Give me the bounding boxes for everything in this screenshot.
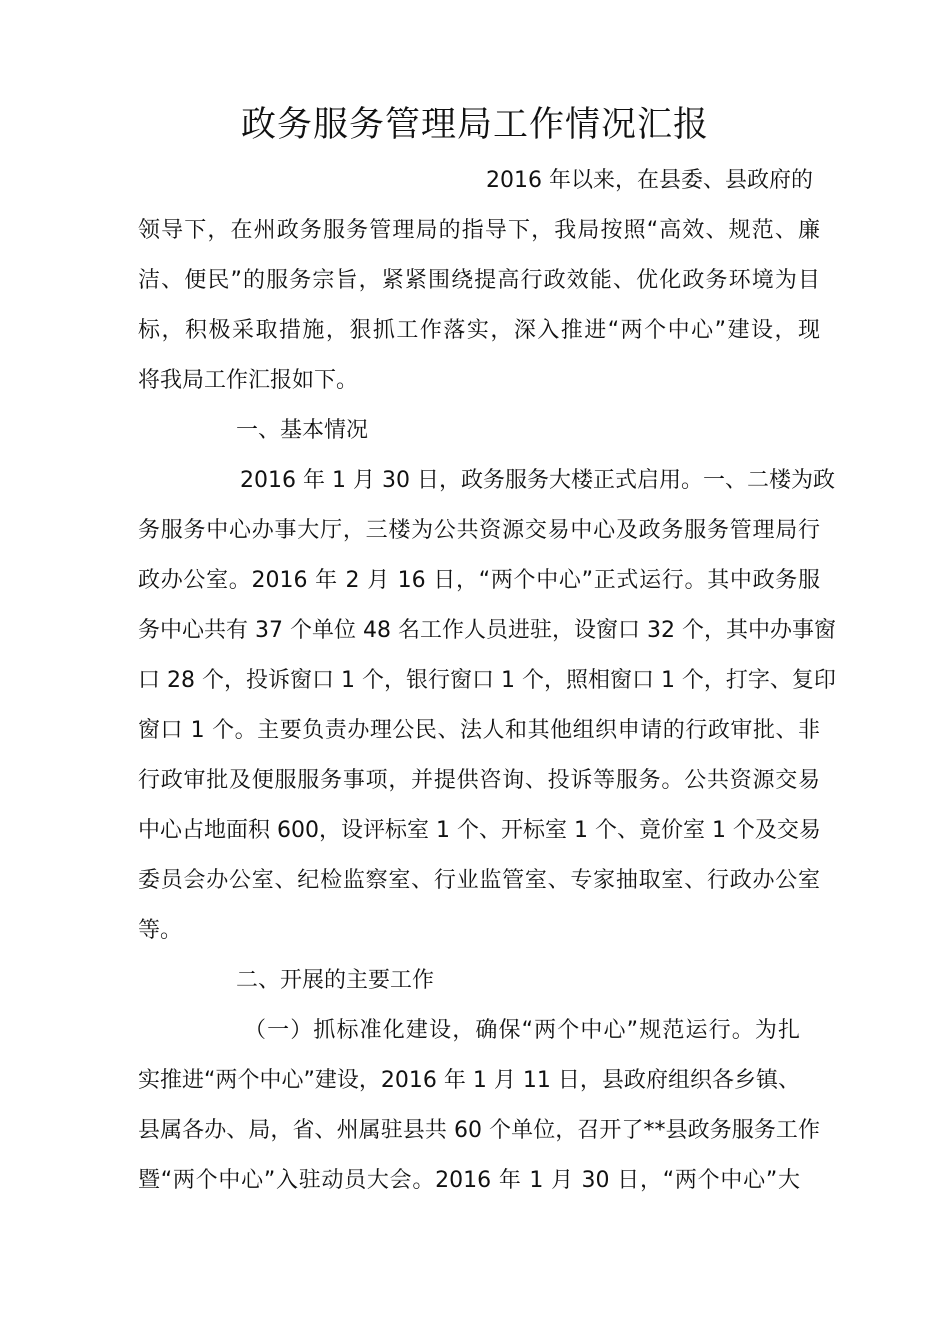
- intro-line-3: 洁、便民”的服务宗旨，紧紧围绕提高行政效能、优化政务环境为目: [138, 268, 820, 293]
- intro-line-4: 标，积极采取措施，狠抓工作落实，深入推进“两个中心”建设，现: [138, 318, 820, 343]
- section1-line-3: 政办公室。2016 年 2 月 16 日，“两个中心”正式运行。其中政务服: [138, 568, 820, 593]
- section2-line-4: 暨“两个中心”入驻动员大会。2016 年 1 月 30 日，“两个中心”大: [138, 1168, 800, 1193]
- section1-line-10: 等。: [138, 918, 183, 943]
- section1-line-6: 窗口 1 个。主要负责办理公民、法人和其他组织申请的行政审批、非: [138, 718, 820, 743]
- section1-line-7: 行政审批及便服服务事项，并提供咨询、投诉等服务。公共资源交易: [138, 768, 820, 793]
- intro-line-1: 2016 年以来，在县委、县政府的: [486, 168, 813, 193]
- section1-line-8: 中心占地面积 600，设评标室 1 个、开标室 1 个、竟价室 1 个及交易: [138, 818, 821, 843]
- section2-line-2: 实推进“两个中心”建设，2016 年 1 月 11 日，县政府组织各乡镇、: [138, 1068, 800, 1093]
- section1-line-2: 务服务中心办事大厅，三楼为公共资源交易中心及政务服务管理局行: [138, 518, 820, 543]
- section1-line-5: 口 28 个，投诉窗口 1 个，银行窗口 1 个，照相窗口 1 个，打字、复印: [138, 668, 836, 693]
- document-title: 政务服务管理局工作情况汇报: [240, 105, 709, 145]
- section1-line-9: 委员会办公室、纪检监察室、行业监管室、专家抽取室、行政办公室: [138, 868, 820, 893]
- section1-heading: 一、基本情况: [236, 418, 369, 443]
- section2-line-1: （一）抓标准化建设，确保“两个中心”规范运行。为扎: [244, 1018, 800, 1043]
- intro-line-5: 将我局工作汇报如下。: [138, 368, 359, 393]
- section2-heading: 二、开展的主要工作: [236, 968, 435, 993]
- section1-line-4: 务中心共有 37 个单位 48 名工作人员进驻，设窗口 32 个，其中办事窗: [138, 618, 836, 643]
- intro-line-2: 领导下，在州政务服务管理局的指导下，我局按照“高效、规范、廉: [138, 218, 820, 243]
- section2-line-3: 县属各办、局，省、州属驻县共 60 个单位，召开了**县政务服务工作: [138, 1118, 820, 1143]
- section1-line-1: 2016 年 1 月 30 日，政务服务大楼正式启用。一、二楼为政: [240, 468, 835, 493]
